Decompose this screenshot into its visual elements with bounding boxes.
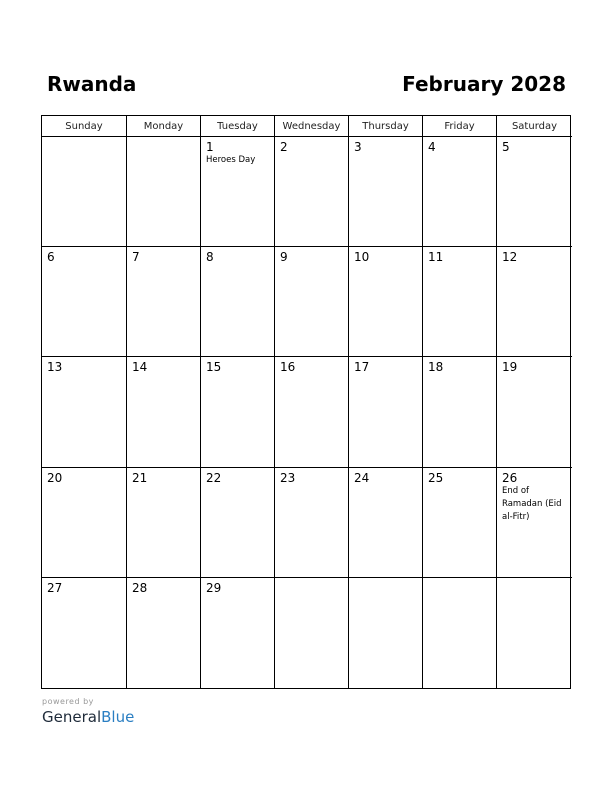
- calendar-grid: [41, 115, 571, 689]
- day-cell: [349, 357, 423, 467]
- day-cell: [127, 468, 201, 578]
- day-cell: [127, 247, 201, 357]
- day-number: 28: [132, 580, 148, 595]
- day-cell: [349, 247, 423, 357]
- day-cell: [497, 247, 572, 357]
- month-year-title: February 2028: [402, 72, 566, 96]
- day-cell: [42, 247, 127, 357]
- day-cell: [423, 578, 497, 688]
- day-number: 10: [354, 250, 370, 265]
- weekday-header: Saturday: [497, 116, 572, 137]
- day-number: 8: [206, 250, 214, 265]
- day-number: 19: [502, 360, 518, 375]
- day-number: 29: [206, 580, 222, 595]
- day-cell: [275, 247, 349, 357]
- weekday-header: Sunday: [42, 116, 127, 137]
- day-cell: [497, 468, 572, 578]
- day-number: 6: [47, 250, 55, 265]
- day-cell: [42, 578, 127, 688]
- day-cell: [42, 137, 127, 247]
- day-cell: [201, 247, 275, 357]
- day-number: 16: [280, 360, 296, 375]
- day-number: 3: [354, 140, 362, 154]
- weekday-header: Monday: [127, 116, 201, 137]
- footer: [42, 697, 134, 727]
- day-number: 7: [132, 250, 140, 265]
- day-number: 20: [47, 470, 63, 485]
- day-number: 15: [206, 360, 222, 375]
- day-cell: [349, 137, 423, 247]
- weekday-header: Friday: [423, 116, 497, 137]
- holiday-label: End of Ramadan (Eid al-Fitr): [502, 485, 562, 522]
- day-cell: [275, 357, 349, 467]
- day-number: 11: [428, 250, 444, 265]
- day-number: 27: [47, 580, 63, 595]
- day-cell: [127, 357, 201, 467]
- holiday-label: Heroes Day: [206, 155, 256, 165]
- day-cell: [423, 247, 497, 357]
- day-number: 5: [502, 140, 510, 154]
- day-number: 1: [206, 140, 214, 154]
- weekday-header: Thursday: [349, 116, 423, 137]
- powered-by-label: powered by: [42, 697, 94, 706]
- day-cell: [42, 357, 127, 467]
- weekday-header: Tuesday: [201, 116, 275, 137]
- weekday-header: Wednesday: [275, 116, 349, 137]
- day-cell: [497, 137, 572, 247]
- day-number: 26: [502, 470, 518, 485]
- day-number: 18: [428, 360, 444, 375]
- day-cell: [497, 578, 572, 688]
- day-cell: [423, 468, 497, 578]
- day-number: 25: [428, 470, 444, 485]
- brand-logo: [42, 707, 134, 727]
- day-number: 24: [354, 470, 370, 485]
- day-cell: [42, 468, 127, 578]
- day-cell: [497, 357, 572, 467]
- day-cell: [423, 137, 497, 247]
- day-cell: [127, 578, 201, 688]
- day-number: 22: [206, 470, 222, 485]
- day-cell: [201, 468, 275, 578]
- day-cell: [423, 357, 497, 467]
- day-cell: [201, 137, 275, 247]
- day-number: 17: [354, 360, 370, 375]
- day-cell: [201, 357, 275, 467]
- day-number: 13: [47, 360, 63, 375]
- brand-general-text: General: [42, 708, 102, 726]
- day-cell: [275, 578, 349, 688]
- brand-blue-text: Blue: [101, 708, 135, 726]
- day-number: 2: [280, 140, 288, 154]
- day-number: 21: [132, 470, 148, 485]
- day-number: 23: [280, 470, 296, 485]
- day-cell: [349, 578, 423, 688]
- country-title: Rwanda: [47, 72, 137, 96]
- day-cell: [275, 468, 349, 578]
- day-number: 12: [502, 250, 518, 265]
- day-number: 14: [132, 360, 148, 375]
- day-number: 4: [428, 140, 436, 154]
- day-cell: [275, 137, 349, 247]
- day-cell: [201, 578, 275, 688]
- day-cell: [349, 468, 423, 578]
- day-number: 9: [280, 250, 288, 265]
- day-cell: [127, 137, 201, 247]
